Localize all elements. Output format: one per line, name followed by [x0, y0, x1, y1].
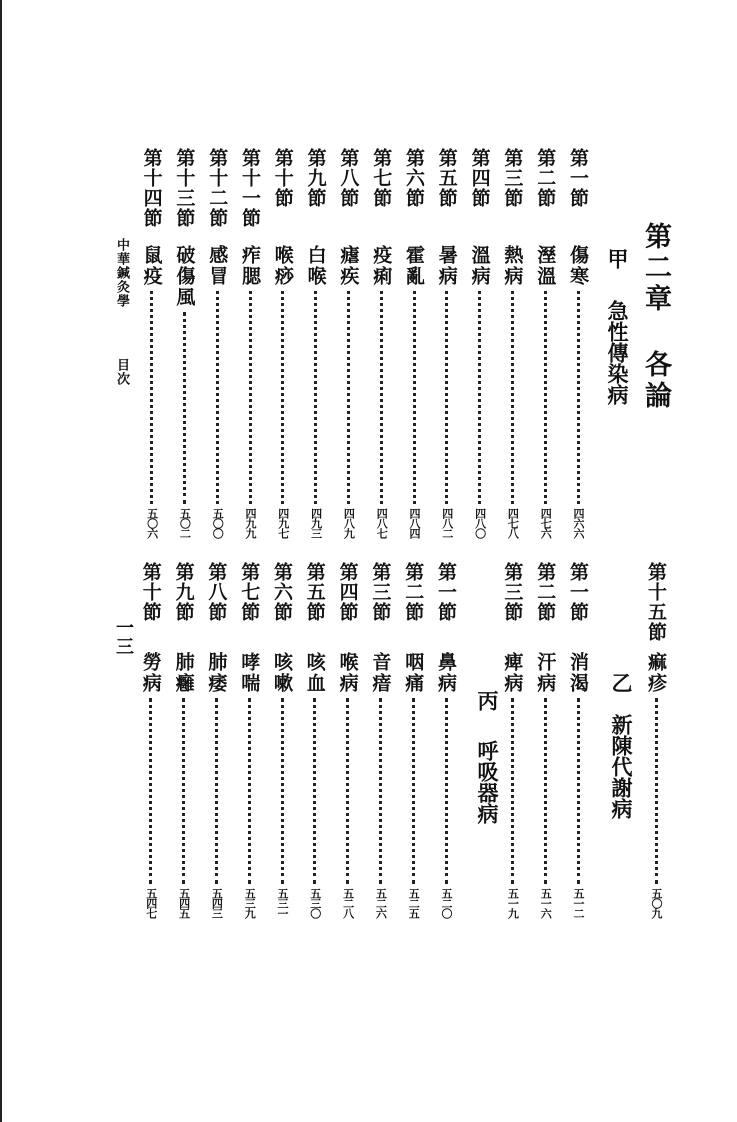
dot-leader	[182, 698, 185, 884]
dot-leader	[183, 312, 186, 504]
toc-entry	[435, 148, 459, 538]
dot-leader	[655, 698, 658, 884]
section-number: 第九節	[304, 148, 327, 208]
toc-entry	[644, 562, 668, 918]
entry-title: 喉病	[336, 652, 359, 694]
section-number: 第八節	[205, 562, 228, 622]
entry-page-number: 四八九	[342, 508, 356, 538]
toc-entry	[401, 562, 425, 918]
entry-title: 鼻病	[435, 652, 457, 694]
entry-page-number: 五四三	[210, 888, 224, 918]
entry-title: 咳嗽	[271, 652, 293, 694]
dot-leader	[248, 698, 251, 884]
part-c-title: 呼吸器病	[475, 740, 499, 824]
toc-entry	[172, 562, 196, 918]
entry-title: 肺痿	[205, 652, 228, 694]
entry-title: 肺癰	[172, 652, 195, 694]
toc-entry	[271, 148, 295, 538]
entry-page-number: 四八二	[440, 508, 454, 538]
entry-page-number: 五二八	[341, 888, 355, 918]
section-number: 第四節	[468, 148, 491, 208]
section-number: 第五節	[303, 562, 326, 622]
dot-leader	[511, 291, 514, 504]
section-number: 第十節	[139, 562, 162, 622]
section-number: 第二節	[534, 562, 557, 622]
part-a-label: 甲	[605, 248, 629, 269]
section-number: 第三節	[369, 562, 392, 622]
dot-leader	[380, 291, 383, 504]
part-b-title: 新陳代謝病	[609, 714, 633, 819]
entry-page-number: 五〇九	[650, 888, 663, 918]
entry-title: 溫病	[468, 245, 491, 287]
entry-page-number: 四九九	[244, 508, 257, 538]
entry-title: 痲疹	[645, 652, 667, 694]
toc-entry	[303, 562, 327, 918]
entry-title: 白喉	[304, 245, 327, 287]
entry-page-number: 五二六	[374, 888, 388, 918]
section-number: 第三節	[501, 148, 524, 208]
entry-page-number: 四七八	[506, 508, 520, 538]
entry-page-number: 五三九	[243, 888, 257, 918]
entry-title: 霍亂	[403, 245, 425, 287]
section-number: 第一節	[567, 148, 589, 208]
section-number: 第九節	[172, 562, 195, 622]
entry-title: 音瘖	[369, 652, 392, 694]
dot-leader	[379, 698, 382, 884]
entry-page-number: 四八七	[375, 508, 389, 538]
toc-entry	[533, 148, 557, 538]
dot-leader	[544, 291, 547, 504]
section-number: 第一節	[567, 562, 589, 622]
footer-book-title: 中華鍼灸學	[114, 238, 129, 308]
entry-page-number: 四八四	[408, 508, 421, 538]
entry-page-number: 五三〇	[308, 888, 322, 918]
part-a-title: 急性傳染病	[605, 300, 629, 405]
dot-leader	[412, 698, 415, 884]
section-number: 第七節	[370, 148, 393, 208]
dot-leader	[149, 698, 152, 884]
entry-page-number: 五四七	[144, 888, 158, 918]
entry-title: 消渴	[567, 652, 589, 694]
toc-entry	[500, 562, 524, 918]
toc-entry	[304, 148, 328, 538]
section-number: 第八節	[337, 148, 360, 208]
entry-page-number: 四六六	[572, 508, 585, 538]
entry-title: 傷寒	[567, 245, 589, 287]
entry-title: 咳血	[303, 652, 326, 694]
dot-leader	[346, 698, 349, 884]
entry-page-number: 五三一	[276, 888, 289, 918]
section-number: 第二節	[402, 562, 425, 622]
toc-entry	[402, 148, 426, 538]
toc-entry	[434, 562, 458, 918]
toc-entry	[336, 148, 360, 538]
toc-entry	[204, 562, 228, 918]
entry-page-number: 四九三	[309, 508, 323, 538]
section-number: 第十四節	[140, 148, 163, 228]
dot-leader	[216, 291, 219, 504]
section-number: 第十節	[271, 148, 294, 208]
entry-title: 勞病	[139, 652, 162, 694]
toc-entry	[140, 148, 164, 538]
entry-title: 疫痢	[370, 245, 393, 287]
entry-page-number: 五一九	[506, 888, 520, 918]
dot-leader	[281, 291, 284, 504]
section-number: 第七節	[238, 562, 261, 622]
toc-entry	[533, 562, 557, 918]
dot-leader	[577, 698, 580, 884]
dot-leader	[511, 698, 514, 884]
entry-title: 哮喘	[238, 652, 261, 694]
dot-leader	[577, 291, 580, 504]
chapter-heading: 第二章 各論	[640, 222, 671, 412]
entry-title: 瘧疾	[337, 245, 360, 287]
page-number: 一三	[113, 618, 134, 656]
dot-leader	[478, 291, 481, 504]
toc-entry	[336, 562, 360, 918]
dot-leader	[445, 291, 448, 504]
section-number: 第五節	[435, 148, 458, 208]
section-number: 第四節	[336, 562, 359, 622]
dot-leader	[413, 291, 416, 504]
entry-title: 痺病	[501, 652, 524, 694]
entry-title: 感冒	[206, 245, 229, 287]
section-number: 第十五節	[645, 562, 667, 642]
section-number: 第一節	[435, 562, 457, 622]
entry-page-number: 五一六	[539, 888, 553, 918]
section-number: 第十一節	[239, 148, 261, 228]
entry-title: 咽痛	[402, 652, 425, 694]
entry-title: 痄腮	[239, 245, 261, 287]
toc-entry	[500, 148, 524, 538]
entry-page-number: 五一二	[572, 888, 585, 918]
dot-leader	[544, 698, 547, 884]
toc-entry	[369, 148, 393, 538]
page-edge-line	[0, 0, 2, 1122]
toc-entry	[139, 562, 163, 918]
toc-entry	[172, 148, 196, 538]
entry-page-number: 五二五	[407, 888, 421, 918]
toc-entry	[566, 148, 590, 538]
entry-title: 鼠疫	[140, 245, 163, 287]
toc-entry	[270, 562, 294, 918]
entry-page-number: 四九七	[276, 508, 290, 538]
entry-page-number: 四八〇	[473, 508, 487, 538]
entry-title: 溼溫	[534, 245, 557, 287]
entry-title: 熱病	[501, 245, 524, 287]
dot-leader	[150, 291, 153, 504]
dot-leader	[249, 291, 252, 504]
section-number: 第六節	[271, 562, 293, 622]
entry-title: 破傷風	[173, 245, 196, 308]
entry-page-number: 五〇〇	[211, 508, 225, 538]
section-number: 第十三節	[173, 148, 196, 228]
dot-leader	[281, 698, 284, 884]
entry-page-number: 五〇二	[178, 508, 192, 538]
entry-page-number: 五四五	[177, 888, 191, 918]
footer-section-label: 目次	[114, 358, 129, 386]
toc-entry	[238, 148, 262, 538]
entry-page-number: 五二〇	[440, 888, 453, 918]
dot-leader	[314, 291, 317, 504]
section-number: 第六節	[403, 148, 425, 208]
toc-entry	[368, 562, 392, 918]
toc-entry	[468, 148, 492, 538]
entry-page-number: 五〇六	[145, 508, 159, 538]
toc-entry	[566, 562, 590, 918]
section-number: 第三節	[501, 562, 524, 622]
dot-leader	[313, 698, 316, 884]
entry-title: 汗病	[534, 652, 557, 694]
section-number: 第二節	[534, 148, 557, 208]
dot-leader	[347, 291, 350, 504]
part-c-label: 丙	[475, 690, 499, 711]
entry-title: 暑病	[435, 245, 458, 287]
section-number: 第十二節	[206, 148, 229, 228]
dot-leader	[215, 698, 218, 884]
toc-entry	[205, 148, 229, 538]
dot-leader	[445, 698, 448, 884]
part-b-label: 乙	[609, 672, 633, 693]
entry-title: 喉痧	[271, 245, 294, 287]
toc-entry	[237, 562, 261, 918]
entry-page-number: 四七六	[539, 508, 553, 538]
